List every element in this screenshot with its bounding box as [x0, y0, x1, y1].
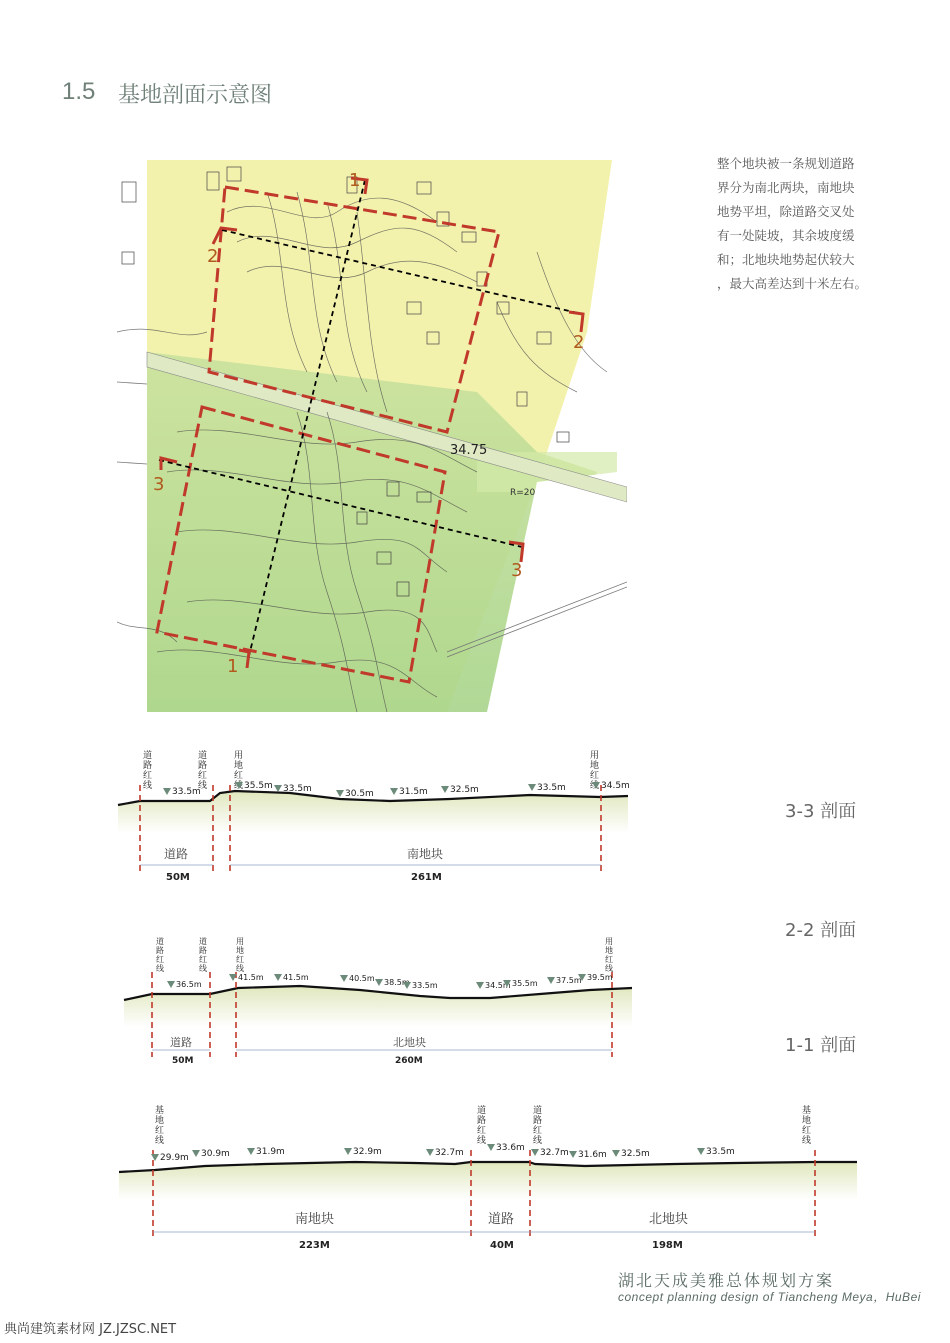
elevation-marker-icon [426, 1149, 434, 1156]
project-title-cn: 湖北天成美雅总体规划方案 [618, 1271, 835, 1290]
page-title: 基地剖面示意图 [118, 83, 273, 108]
elevation-marker-icon [487, 1144, 495, 1151]
zone-label: 道路 [488, 1212, 515, 1227]
redline-label: 道路红线 [199, 937, 207, 973]
section-marker-label: 3 [511, 560, 523, 581]
elevation-label: 32.5m [621, 1149, 650, 1159]
elevation-label: 33.5m [537, 783, 566, 793]
section-marker-label: 2 [207, 246, 219, 267]
elevation-marker-icon [274, 974, 282, 981]
elevation-marker-icon [390, 788, 398, 795]
description-line: 有一处陡坡，其余坡度缓 [717, 228, 855, 243]
description-line: ，最大高差达到十米左右。 [717, 276, 868, 291]
section-marker-label: 1 [227, 656, 239, 677]
elevation-label: 31.6m [578, 1150, 607, 1160]
section-1-1-diagram [115, 1100, 865, 1250]
elevation-label: 31.5m [399, 787, 428, 797]
curve-radius-label: R=20 [510, 488, 536, 498]
elevation-label: 32.7m [540, 1148, 569, 1158]
elevation-marker-icon [344, 1148, 352, 1155]
elevation-marker-icon [578, 974, 586, 981]
dimension-label: 223M [299, 1240, 330, 1251]
elevation-label: 32.7m [435, 1148, 464, 1158]
elevation-marker-icon [528, 784, 536, 791]
elevation-marker-icon [592, 782, 600, 789]
elevation-label: 31.9m [256, 1147, 285, 1157]
elevation-label: 29.9m [160, 1153, 189, 1163]
elevation-marker-icon [403, 982, 411, 989]
zone-label: 道路 [170, 1036, 192, 1049]
section-3-3-label: 3-3 剖面 [785, 801, 857, 822]
redline-label: 道路红线 [198, 751, 208, 791]
redline-label: 道路红线 [143, 751, 153, 791]
project-title-en: concept planning design of Tiancheng Meya，HuBei [618, 1290, 921, 1304]
redline-label: 用地红线 [605, 937, 613, 973]
elevation-label: 32.9m [353, 1147, 382, 1157]
section-3-3-diagram [110, 745, 630, 890]
section-marker-label: 2 [573, 332, 585, 353]
section-marker-label: 3 [153, 474, 165, 495]
elevation-label: 36.5m [176, 980, 202, 989]
elevation-marker-icon [229, 974, 237, 981]
elevation-label: 41.5m [283, 973, 309, 982]
zone-label: 北地块 [649, 1212, 689, 1227]
elevation-marker-icon [569, 1151, 577, 1158]
elevation-label: 35.5m [244, 781, 273, 791]
elevation-label: 39.5m [587, 973, 613, 982]
elevation-marker-icon [531, 1149, 539, 1156]
zone-label: 南地块 [295, 1212, 335, 1227]
elevation-label: 35.5m [512, 979, 538, 988]
elevation-marker-icon [697, 1148, 705, 1155]
elevation-label: 34.5m [601, 781, 630, 791]
watermark: 典尚建筑素材网 JZ.JZSC.NET [4, 1322, 177, 1337]
redline-label: 用地红线 [236, 937, 244, 973]
description-line: 整个地块被一条规划道路 [717, 156, 855, 171]
description-line: 和；北地块地势起伏较大 [717, 252, 855, 267]
section-number: 1.5 [62, 78, 96, 105]
elevation-marker-icon [336, 790, 344, 797]
elevation-marker-icon [192, 1150, 200, 1157]
elevation-label: 41.5m [238, 973, 264, 982]
spot-elevation-label: 34.75 [450, 443, 488, 458]
elevation-label: 33.5m [412, 981, 438, 990]
section-1-1-label: 1-1 剖面 [785, 1035, 857, 1056]
white-area-left [117, 152, 147, 714]
redline-label: 道路红线 [477, 1106, 487, 1146]
elevation-marker-icon [247, 1148, 255, 1155]
redline-label: 道路红线 [156, 937, 164, 973]
elevation-label: 40.5m [349, 974, 375, 983]
section-2-2-diagram [120, 932, 640, 1067]
elevation-label: 30.5m [345, 789, 374, 799]
elevation-label: 33.6m [496, 1143, 525, 1153]
dimension-label: 198M [652, 1240, 683, 1251]
elevation-label: 34.5m [485, 981, 511, 990]
redline-label: 基地红线 [802, 1106, 812, 1146]
zone-label: 南地块 [407, 847, 444, 861]
elevation-marker-icon [375, 979, 383, 986]
site-description [717, 152, 887, 296]
section-2-2-label: 2-2 剖面 [785, 920, 857, 941]
dimension-label: 50M [172, 1056, 194, 1066]
elevation-marker-icon [151, 1154, 159, 1161]
elevation-marker-icon [274, 785, 282, 792]
elevation-label: 37.5m [556, 976, 582, 985]
redline-label: 用地红线 [234, 751, 244, 791]
elevation-marker-icon [163, 788, 171, 795]
dimension-label: 261M [411, 872, 442, 883]
redline-label: 用地红线 [590, 751, 600, 791]
elevation-marker-icon [441, 786, 449, 793]
zone-label: 北地块 [393, 1036, 426, 1049]
description-line: 地势平坦，除道路交叉处 [717, 204, 855, 219]
zone-label: 道路 [164, 847, 189, 861]
elevation-marker-icon [167, 981, 175, 988]
elevation-label: 32.5m [450, 785, 479, 795]
elevation-marker-icon [547, 977, 555, 984]
redline-label: 基地红线 [155, 1106, 165, 1146]
elevation-label: 33.5m [172, 787, 201, 797]
dimension-label: 40M [490, 1240, 514, 1251]
elevation-marker-icon [503, 980, 511, 987]
elevation-label: 33.5m [706, 1147, 735, 1157]
elevation-marker-icon [476, 982, 484, 989]
redline-label: 道路红线 [533, 1106, 543, 1146]
elevation-label: 38.5m [384, 978, 410, 987]
elevation-marker-icon [612, 1150, 620, 1157]
elevation-label: 33.5m [283, 784, 312, 794]
elevation-marker-icon [235, 782, 243, 789]
section-marker-label: 1 [349, 170, 361, 191]
elevation-marker-icon [340, 975, 348, 982]
dimension-label: 50M [166, 872, 190, 883]
site-plan-map [117, 152, 627, 714]
description-line: 界分为南北两块，南地块 [717, 180, 855, 195]
dimension-label: 260M [395, 1056, 423, 1066]
elevation-label: 30.9m [201, 1149, 230, 1159]
